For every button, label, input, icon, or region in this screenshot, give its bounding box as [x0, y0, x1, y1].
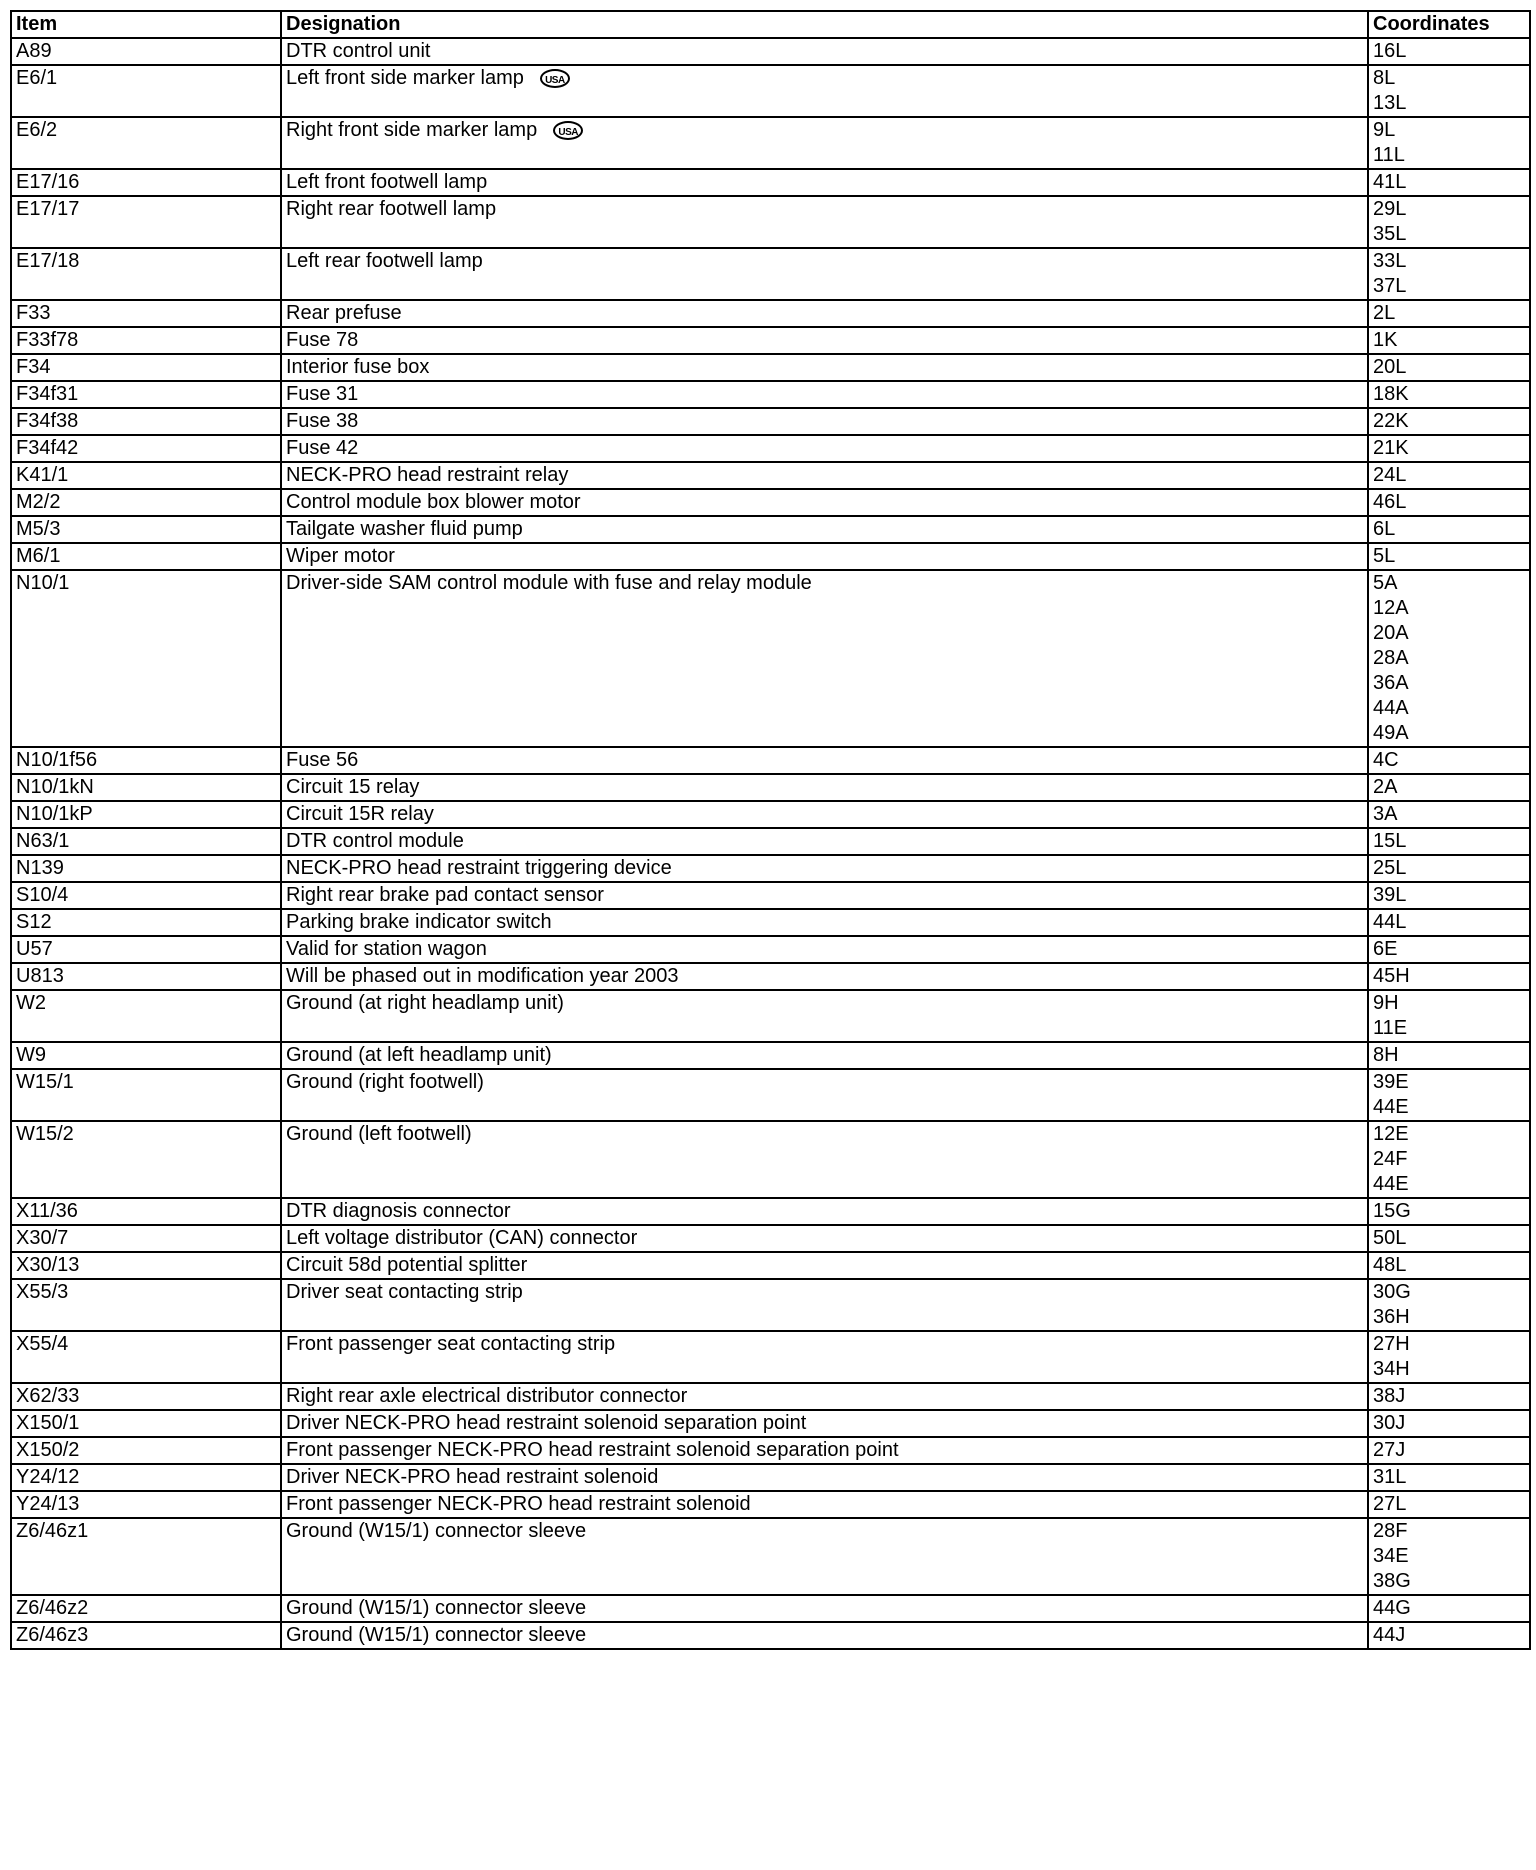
designation-cell: [281, 1042, 1368, 1069]
designation-cell: [281, 1279, 1368, 1331]
item-code: X55/3: [11, 1279, 281, 1331]
coordinate-value: 29L: [1373, 198, 1407, 220]
designation-cell: [281, 570, 1368, 747]
table-row: [11, 1225, 1530, 1252]
coordinate-value: 44A: [1373, 697, 1409, 719]
coordinates-cell: [1368, 774, 1530, 801]
coordinate-value: 20L: [1373, 356, 1407, 378]
coordinate-value: 11L: [1373, 144, 1405, 166]
designation-text: Right rear brake pad contact sensor: [286, 884, 604, 906]
coordinate-value: 9L: [1373, 119, 1396, 141]
designation-text: Ground (W15/1) connector sleeve: [286, 1624, 587, 1646]
designation-text: Driver seat contacting strip: [286, 1281, 523, 1303]
designation-text: Wiper motor: [286, 545, 395, 567]
item-code: W9: [11, 1042, 281, 1069]
item-code: N10/1: [11, 570, 281, 747]
item-code: S12: [11, 909, 281, 936]
table-row: [11, 1198, 1530, 1225]
item-code: U813: [11, 963, 281, 990]
coordinates-cell: [1368, 1464, 1530, 1491]
table-row: [11, 1331, 1530, 1383]
coordinates-cell: [1368, 1437, 1530, 1464]
table-row: [11, 855, 1530, 882]
designation-text: Left front footwell lamp: [286, 171, 488, 193]
item-code: X150/2: [11, 1437, 281, 1464]
designation-text: Right front side marker lamp: [286, 119, 538, 141]
item-code: Z6/46z1: [11, 1518, 281, 1595]
designation-cell: [281, 1464, 1368, 1491]
designation-cell: [281, 196, 1368, 248]
coordinate-value: 31L: [1373, 1466, 1407, 1488]
coordinate-value: 27J: [1373, 1439, 1406, 1461]
designation-cell: [281, 516, 1368, 543]
coordinates-cell: [1368, 828, 1530, 855]
header-row: [11, 11, 1530, 38]
coordinate-value: 30J: [1373, 1412, 1406, 1434]
coordinates-cell: [1368, 909, 1530, 936]
table-row: [11, 1491, 1530, 1518]
coordinate-value: 44G: [1373, 1597, 1411, 1619]
coordinates-cell: [1368, 196, 1530, 248]
coordinate-value: 13L: [1373, 92, 1407, 114]
coordinate-value: 24L: [1373, 464, 1407, 486]
designation-cell: [281, 381, 1368, 408]
coordinate-value: 8L: [1373, 67, 1396, 89]
coordinates-cell: [1368, 1491, 1530, 1518]
table-row: [11, 117, 1530, 169]
designation-cell: [281, 248, 1368, 300]
coordinate-value: 44L: [1373, 911, 1407, 933]
coordinates-cell: [1368, 990, 1530, 1042]
designation-text: Circuit 15R relay: [286, 803, 434, 825]
designation-cell: [281, 1225, 1368, 1252]
coordinates-cell: [1368, 1518, 1530, 1595]
coordinate-value: 50L: [1373, 1227, 1407, 1249]
coordinate-value: 2L: [1373, 302, 1396, 324]
designation-cell: [281, 543, 1368, 570]
designation-text: NECK-PRO head restraint triggering device: [286, 857, 672, 879]
table-row: [11, 990, 1530, 1042]
designation-text: DTR diagnosis connector: [286, 1200, 511, 1222]
coordinate-value: 21K: [1373, 437, 1409, 459]
coordinates-cell: [1368, 408, 1530, 435]
designation-text: Front passenger NECK-PRO head restraint solenoid: [286, 1493, 751, 1515]
table-row: [11, 516, 1530, 543]
item-code: N10/1kP: [11, 801, 281, 828]
designation-text: Ground (W15/1) connector sleeve: [286, 1597, 587, 1619]
designation-cell: [281, 38, 1368, 65]
coordinate-value: 39L: [1373, 884, 1407, 906]
designation-text: Right rear axle electrical distributor connector: [286, 1385, 688, 1407]
item-code: Y24/13: [11, 1491, 281, 1518]
designation-text: Driver-side SAM control module with fuse and relay module: [286, 572, 812, 594]
item-code: X62/33: [11, 1383, 281, 1410]
item-code: X55/4: [11, 1331, 281, 1383]
coordinate-value: 12E: [1373, 1123, 1409, 1145]
coordinates-cell: [1368, 327, 1530, 354]
coordinate-value: 20A: [1373, 622, 1409, 644]
item-code: F34f38: [11, 408, 281, 435]
coordinates-cell: [1368, 882, 1530, 909]
coordinate-value: 39E: [1373, 1071, 1409, 1093]
coordinate-value: 49A: [1373, 722, 1409, 744]
coordinate-value: 24F: [1373, 1148, 1408, 1170]
coordinate-value: 27L: [1373, 1493, 1407, 1515]
designation-text: Left voltage distributor (CAN) connector: [286, 1227, 638, 1249]
designation-cell: [281, 1595, 1368, 1622]
coordinates-cell: [1368, 1121, 1530, 1198]
table-row: [11, 774, 1530, 801]
table-row: [11, 408, 1530, 435]
item-code: E17/17: [11, 196, 281, 248]
coordinate-value: 38J: [1373, 1385, 1406, 1407]
item-code: X30/7: [11, 1225, 281, 1252]
coordinate-value: 34E: [1373, 1545, 1409, 1567]
table-row: [11, 327, 1530, 354]
designation-cell: [281, 169, 1368, 196]
coordinate-value: 5L: [1373, 545, 1396, 567]
item-code: W15/1: [11, 1069, 281, 1121]
coordinate-value: 38G: [1373, 1570, 1411, 1592]
coordinate-value: 46L: [1373, 491, 1407, 513]
designation-text: Tailgate washer fluid pump: [286, 518, 523, 540]
designation-cell: [281, 1198, 1368, 1225]
usa-badge-icon: USA: [553, 121, 583, 140]
designation-text: Left front side marker lamp: [286, 67, 524, 89]
table-row: [11, 196, 1530, 248]
coordinates-cell: [1368, 300, 1530, 327]
coordinate-value: 28F: [1373, 1520, 1408, 1542]
coordinate-value: 1K: [1373, 329, 1398, 351]
designation-text: Right rear footwell lamp: [286, 198, 497, 220]
designation-text: Left rear footwell lamp: [286, 250, 483, 272]
item-code: M5/3: [11, 516, 281, 543]
table-row: [11, 38, 1530, 65]
table-row: [11, 963, 1530, 990]
designation-text: Circuit 15 relay: [286, 776, 420, 798]
designation-cell: [281, 1383, 1368, 1410]
designation-cell: [281, 1069, 1368, 1121]
item-code: F34f42: [11, 435, 281, 462]
designation-cell: [281, 1410, 1368, 1437]
designation-cell: [281, 882, 1368, 909]
designation-text: Interior fuse box: [286, 356, 430, 378]
coordinates-cell: [1368, 381, 1530, 408]
table-row: [11, 300, 1530, 327]
designation-text: Circuit 58d potential splitter: [286, 1254, 528, 1276]
coordinate-value: 16L: [1373, 40, 1407, 62]
designation-cell: [281, 354, 1368, 381]
designation-cell: [281, 909, 1368, 936]
coordinate-value: 11E: [1373, 1017, 1408, 1039]
coordinate-value: 36H: [1373, 1306, 1410, 1328]
designation-cell: [281, 1121, 1368, 1198]
item-code: Z6/46z3: [11, 1622, 281, 1649]
table-row: [11, 248, 1530, 300]
designation-cell: [281, 1437, 1368, 1464]
header-coordinates: Coordinates: [1368, 11, 1530, 38]
item-code: N139: [11, 855, 281, 882]
designation-cell: [281, 327, 1368, 354]
designation-text: Fuse 31: [286, 383, 359, 405]
coordinates-cell: [1368, 1198, 1530, 1225]
coordinate-value: 44E: [1373, 1173, 1409, 1195]
table-row: [11, 543, 1530, 570]
coordinate-value: 15L: [1373, 830, 1407, 852]
table-row: [11, 1437, 1530, 1464]
table-row: [11, 1383, 1530, 1410]
table-row: [11, 747, 1530, 774]
coordinate-value: 35L: [1373, 223, 1407, 245]
item-code: N10/1f56: [11, 747, 281, 774]
item-code: E17/18: [11, 248, 281, 300]
coordinate-value: 33L: [1373, 250, 1407, 272]
coordinate-value: 6E: [1373, 938, 1398, 960]
table-row: [11, 936, 1530, 963]
table-row: [11, 882, 1530, 909]
coordinates-cell: [1368, 248, 1530, 300]
item-code: S10/4: [11, 882, 281, 909]
designation-text: Fuse 56: [286, 749, 359, 771]
designation-text: DTR control unit: [286, 40, 431, 62]
coordinate-value: 18K: [1373, 383, 1409, 405]
designation-text: Ground (right footwell): [286, 1071, 484, 1093]
item-code: Y24/12: [11, 1464, 281, 1491]
designation-cell: [281, 747, 1368, 774]
coordinate-value: 28A: [1373, 647, 1409, 669]
item-code: F34f31: [11, 381, 281, 408]
designation-text: Control module box blower motor: [286, 491, 581, 513]
designation-text: Fuse 38: [286, 410, 359, 432]
designation-text: Parking brake indicator switch: [286, 911, 552, 933]
coordinates-cell: [1368, 435, 1530, 462]
coordinate-value: 48L: [1373, 1254, 1407, 1276]
designation-text: Rear prefuse: [286, 302, 402, 324]
designation-cell: [281, 990, 1368, 1042]
designation-text: NECK-PRO head restraint relay: [286, 464, 569, 486]
designation-text: Ground (W15/1) connector sleeve: [286, 1520, 587, 1542]
coordinate-value: 36A: [1373, 672, 1409, 694]
designation-cell: [281, 117, 1368, 169]
item-code: F34: [11, 354, 281, 381]
item-code: M2/2: [11, 489, 281, 516]
table-row: [11, 570, 1530, 747]
table-row: [11, 1121, 1530, 1198]
table-row: [11, 1410, 1530, 1437]
coordinates-cell: [1368, 1279, 1530, 1331]
coordinate-value: 5A: [1373, 572, 1398, 594]
table-row: [11, 828, 1530, 855]
coordinate-value: 2A: [1373, 776, 1398, 798]
coordinate-value: 44J: [1373, 1624, 1406, 1646]
coordinates-cell: [1368, 489, 1530, 516]
table-row: [11, 489, 1530, 516]
coordinates-cell: [1368, 1410, 1530, 1437]
coordinate-value: 6L: [1373, 518, 1396, 540]
item-code: N10/1kN: [11, 774, 281, 801]
table-row: [11, 169, 1530, 196]
table-row: [11, 1042, 1530, 1069]
designation-cell: [281, 462, 1368, 489]
header-designation: Designation: [281, 11, 1368, 38]
coordinates-cell: [1368, 1252, 1530, 1279]
designation-cell: [281, 1331, 1368, 1383]
designation-text: Driver NECK-PRO head restraint solenoid separation point: [286, 1412, 807, 1434]
designation-text: Ground (at left headlamp unit): [286, 1044, 552, 1066]
coordinates-cell: [1368, 963, 1530, 990]
coordinates-cell: [1368, 516, 1530, 543]
designation-cell: [281, 300, 1368, 327]
table-row: [11, 1595, 1530, 1622]
table-row: [11, 435, 1530, 462]
designation-text: DTR control module: [286, 830, 464, 852]
table-row: [11, 1069, 1530, 1121]
coordinates-cell: [1368, 570, 1530, 747]
coordinate-value: 8H: [1373, 1044, 1399, 1066]
coordinate-value: 27H: [1373, 1333, 1410, 1355]
table-row: [11, 801, 1530, 828]
designation-cell: [281, 435, 1368, 462]
table-row: [11, 1518, 1530, 1595]
coordinates-cell: [1368, 1595, 1530, 1622]
designation-cell: [281, 1491, 1368, 1518]
designation-cell: [281, 855, 1368, 882]
usa-badge-icon: USA: [540, 69, 570, 88]
designation-text: Fuse 78: [286, 329, 359, 351]
coordinates-cell: [1368, 354, 1530, 381]
coordinates-cell: [1368, 1622, 1530, 1649]
item-code: K41/1: [11, 462, 281, 489]
designation-cell: [281, 408, 1368, 435]
item-code: E6/2: [11, 117, 281, 169]
designation-cell: [281, 1518, 1368, 1595]
coordinates-cell: [1368, 936, 1530, 963]
designation-cell: [281, 801, 1368, 828]
header-item: Item: [11, 11, 281, 38]
table-row: [11, 354, 1530, 381]
table-row: [11, 909, 1530, 936]
coordinate-value: 3A: [1373, 803, 1398, 825]
item-code: E6/1: [11, 65, 281, 117]
coordinates-cell: [1368, 855, 1530, 882]
table-row: [11, 1464, 1530, 1491]
item-code: F33: [11, 300, 281, 327]
coordinate-value: 34H: [1373, 1358, 1410, 1380]
item-code: X11/36: [11, 1198, 281, 1225]
item-code: X150/1: [11, 1410, 281, 1437]
item-code: E17/16: [11, 169, 281, 196]
coordinate-value: 30G: [1373, 1281, 1411, 1303]
table-row: [11, 1622, 1530, 1649]
table-row: [11, 65, 1530, 117]
table-row: [11, 462, 1530, 489]
designation-cell: [281, 489, 1368, 516]
coordinates-cell: [1368, 801, 1530, 828]
coordinates-cell: [1368, 462, 1530, 489]
designation-text: Ground (at right headlamp unit): [286, 992, 564, 1014]
designation-cell: [281, 828, 1368, 855]
item-code: A89: [11, 38, 281, 65]
designation-cell: [281, 774, 1368, 801]
coordinates-cell: [1368, 1383, 1530, 1410]
coordinates-cell: [1368, 169, 1530, 196]
coordinate-value: 22K: [1373, 410, 1409, 432]
coordinate-value: 12A: [1373, 597, 1409, 619]
component-legend-table: [10, 10, 1531, 1650]
designation-text: Driver NECK-PRO head restraint solenoid: [286, 1466, 659, 1488]
item-code: F33f78: [11, 327, 281, 354]
coordinate-value: 9H: [1373, 992, 1399, 1014]
item-code: M6/1: [11, 543, 281, 570]
coordinates-cell: [1368, 1331, 1530, 1383]
coordinate-value: 45H: [1373, 965, 1410, 987]
coordinates-cell: [1368, 38, 1530, 65]
item-code: U57: [11, 936, 281, 963]
designation-text: Valid for station wagon: [286, 938, 487, 960]
coordinate-value: 15G: [1373, 1200, 1411, 1222]
designation-cell: [281, 65, 1368, 117]
coordinates-cell: [1368, 117, 1530, 169]
coordinate-value: 44E: [1373, 1096, 1409, 1118]
item-code: X30/13: [11, 1252, 281, 1279]
table-row: [11, 1252, 1530, 1279]
designation-text: Will be phased out in modification year 2003: [286, 965, 679, 987]
coordinate-value: 25L: [1373, 857, 1407, 879]
designation-text: Front passenger seat contacting strip: [286, 1333, 616, 1355]
item-code: Z6/46z2: [11, 1595, 281, 1622]
coordinates-cell: [1368, 747, 1530, 774]
coordinates-cell: [1368, 543, 1530, 570]
coordinates-cell: [1368, 1225, 1530, 1252]
item-code: W15/2: [11, 1121, 281, 1198]
coordinate-value: 4C: [1373, 749, 1399, 771]
coordinates-cell: [1368, 1042, 1530, 1069]
designation-cell: [281, 1622, 1368, 1649]
designation-text: Fuse 42: [286, 437, 359, 459]
coordinate-value: 41L: [1373, 171, 1407, 193]
coordinates-cell: [1368, 65, 1530, 117]
table-row: [11, 1279, 1530, 1331]
designation-cell: [281, 1252, 1368, 1279]
designation-cell: [281, 936, 1368, 963]
designation-text: Front passenger NECK-PRO head restraint solenoid separation point: [286, 1439, 899, 1461]
item-code: N63/1: [11, 828, 281, 855]
designation-cell: [281, 963, 1368, 990]
table-row: [11, 381, 1530, 408]
coordinates-cell: [1368, 1069, 1530, 1121]
item-code: W2: [11, 990, 281, 1042]
coordinate-value: 37L: [1373, 275, 1407, 297]
designation-text: Ground (left footwell): [286, 1123, 472, 1145]
